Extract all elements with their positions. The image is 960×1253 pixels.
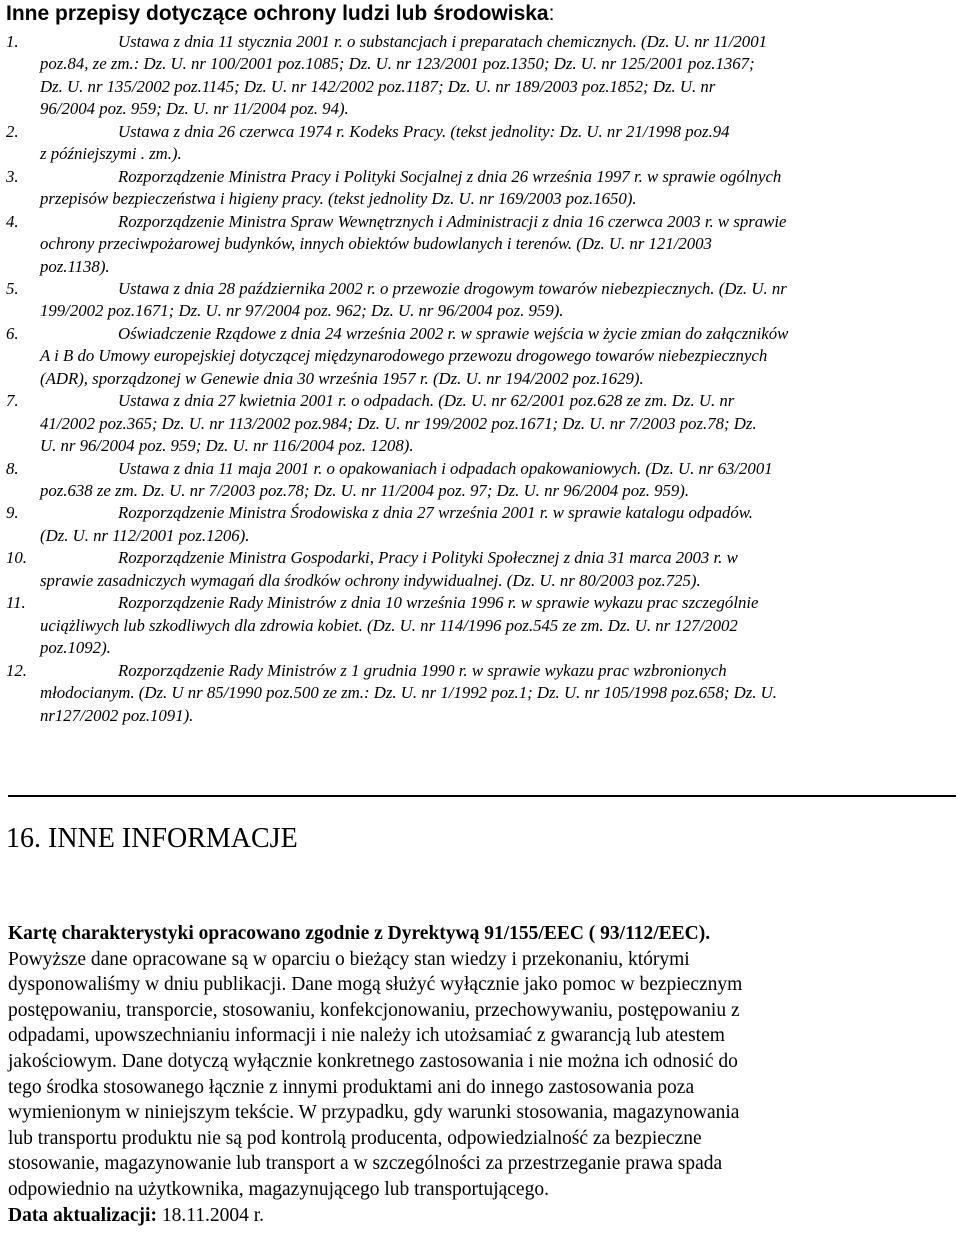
list-item-number: 6. bbox=[6, 323, 19, 343]
paragraph-line: jakościowym. Dane dotyczą wyłącznie konkretnego zastosowania i nie można ich odnosić do bbox=[8, 1051, 738, 1072]
regulations-heading bbox=[6, 2, 956, 26]
list-item-text: 41/2002 poz.365; Dz. U. nr 113/2002 poz.984; Dz. U. nr 199/2002 poz.1671; Dz. U. nr 7/2003 poz.78; Dz. bbox=[40, 413, 757, 433]
paragraph-line: odpowiednio na użytkownika, magazynującego lub transportującego. bbox=[8, 1179, 549, 1200]
list-item-text: 199/2002 poz.1671; Dz. U. nr 97/2004 poz. 962; Dz. U. nr 96/2004 poz. 959). bbox=[40, 301, 564, 321]
list-item-text: Oświadczenie Rządowe z dnia 24 września 2002 r. w sprawie wejścia w życie zmian do załączników bbox=[118, 323, 789, 343]
paragraph-line: wymienionym w niniejszym tekście. W przypadku, gdy warunki stosowania, magazynowania bbox=[8, 1102, 740, 1124]
list-item-text: poz.638 ze zm. Dz. U. nr 7/2003 poz.78; Dz. U. nr 11/2004 poz. 97; Dz. U. nr 96/2004 poz. 959). bbox=[40, 481, 690, 500]
list-item-text: nr127/2002 poz.1091). bbox=[40, 705, 194, 725]
directive-statement: Kartę charakterystyki opracowano zgodnie z Dyrektywą 91/155/EEC ( 93/112/EEC). bbox=[8, 923, 711, 944]
list-item-text: Rozporządzenie Ministra Spraw Wewnętrznych i Administracji z dnia 16 czerwca 2003 r. w sprawie bbox=[118, 211, 787, 231]
list-item-number: 12. bbox=[6, 660, 27, 680]
list-item-number: 7. bbox=[6, 391, 19, 411]
list-item-text: Rozporządzenie Ministra Pracy i Polityki Socjalnej z dnia 26 września 1997 r. w sprawie ogólnych bbox=[118, 166, 782, 186]
list-item-text: Ustawa z dnia 26 czerwca 1974 r. Kodeks Pracy. (tekst jednolity: Dz. U. nr 21/1998 poz.94 bbox=[118, 121, 730, 141]
list-item-number: 2. bbox=[6, 121, 19, 141]
list-item-number: 10. bbox=[6, 548, 27, 568]
list-item-text: Rozporządzenie Rady Ministrów z 1 grudnia 1990 r. w sprawie wykazu prac wzbronionych bbox=[118, 660, 727, 680]
list-item-number: 4. bbox=[6, 211, 19, 231]
list-item-text: Dz. U. nr 135/2002 poz.1145; Dz. U. nr 142/2002 poz.1187; Dz. U. nr 189/2003 poz.1852; Dz. U. nr bbox=[40, 76, 716, 96]
paragraph-line: stosowanie, magazynowanie lub transport a w szczególności za przestrzeganie prawa spada bbox=[8, 1153, 723, 1175]
section-divider bbox=[8, 795, 956, 797]
paragraph-line: tego środka stosowanego łącznie z innymi produktami ani do innego zastosowania poza bbox=[8, 1076, 695, 1098]
regulations-heading-colon: : bbox=[548, 2, 555, 25]
section-title: 16. INNE INFORMACJE bbox=[6, 823, 298, 854]
list-item-text: (ADR), sporządzonej w Genewie dnia 30 września 1957 r. (Dz. U. nr 194/2002 poz.1629). bbox=[40, 368, 644, 388]
update-date-line bbox=[8, 1203, 264, 1229]
list-item-text: Rozporządzenie Rady Ministrów z dnia 10 września 1996 r. w sprawie wykazu prac szczególnie bbox=[118, 593, 759, 613]
list-item-number: 5. bbox=[6, 278, 19, 298]
list-item-text: młodocianym. (Dz. U nr 85/1990 poz.500 ze zm.: Dz. U. nr 1/1992 poz.1; Dz. U. nr 105/1998 poz.658; Dz. U. bbox=[40, 683, 777, 703]
list-item-number: 3. bbox=[6, 166, 19, 186]
list-item-text: Rozporządzenie Ministra Środowiska z dnia 27 września 2001 r. w sprawie katalogu odpadów. bbox=[118, 503, 753, 523]
list-item-text: Ustawa z dnia 11 maja 2001 r. o opakowaniach i odpadach opakowaniowych. (Dz. U. nr 63/2001 bbox=[118, 458, 773, 478]
paragraph-line: dysponowaliśmy w dniu publikacji. Dane mogą służyć wyłącznie jako pomoc w bezpiecznym bbox=[8, 974, 743, 996]
list-item-text: z późniejszymi . zm.). bbox=[40, 144, 182, 164]
list-item-text: poz.84, ze zm.: Dz. U. nr 100/2001 poz.1085; Dz. U. nr 123/2001 poz.1350; Dz. U. nr 125/2001 poz.1367; bbox=[40, 54, 755, 74]
list-item-text: przepisów bezpieczeństwa i higieny pracy. (tekst jednolity Dz. U. nr 169/2003 poz.1650). bbox=[40, 189, 637, 209]
list-item-text: uciążliwych lub szkodliwych dla zdrowia kobiet. (Dz. U. nr 114/1996 poz.545 ze zm. Dz. U. nr 127/2002 bbox=[40, 615, 738, 635]
paragraph-line: postępowaniu, transporcie, stosowaniu, konfekcjonowaniu, przechowywaniu, postępowaniu z bbox=[8, 999, 740, 1021]
paragraph-line: lub transportu produktu nie są pod kontrolą producenta, odpowiedzialność za bezpieczne bbox=[8, 1127, 702, 1149]
update-date-value: 18.11.2004 r. bbox=[161, 1204, 265, 1226]
list-item-number: 8. bbox=[6, 458, 19, 478]
list-item-text: (Dz. U. nr 112/2001 poz.1206). bbox=[40, 525, 250, 545]
list-item-text: A i B do Umowy europejskiej dotyczącej międzynarodowego przewozu drogowego towarów niebezpiecznych bbox=[40, 346, 768, 366]
paragraph-line: Powyższe dane opracowane są w oparciu o bieżący stan wiedzy i przekonaniu, którymi bbox=[8, 948, 690, 970]
list-item-text: Ustawa z dnia 11 stycznia 2001 r. o substancjach i preparatach chemicznych. (Dz. U. nr 11/2001 bbox=[118, 32, 767, 51]
list-item-text: Ustawa z dnia 28 października 2002 r. o przewozie drogowym towarów niebezpiecznych. (Dz. U. nr bbox=[118, 278, 787, 298]
list-item-text: poz.1092). bbox=[40, 638, 111, 658]
list-item-text: 96/2004 poz. 959; Dz. U. nr 11/2004 poz. 94). bbox=[40, 99, 349, 119]
list-item-text: sprawie zasadniczych wymagań dla środków ochrony indywidualnej. (Dz. U. nr 80/2003 poz.725). bbox=[40, 570, 701, 590]
list-item-text: U. nr 96/2004 poz. 959; Dz. U. nr 116/2004 poz. 1208). bbox=[40, 436, 414, 456]
list-item-text: Ustawa z dnia 27 kwietnia 2001 r. o odpadach. (Dz. U. nr 62/2001 poz.628 ze zm. Dz. U. nr bbox=[118, 391, 735, 411]
list-item-number: 9. bbox=[6, 503, 19, 523]
list-item-number: 1. bbox=[6, 32, 19, 51]
list-item-text: Rozporządzenie Ministra Gospodarki, Pracy i Polityki Społecznej z dnia 31 marca 2003 r. w bbox=[118, 548, 738, 568]
regulations-heading-text: Inne przepisy dotyczące ochrony ludzi lub środowiska bbox=[6, 2, 549, 25]
list-item-text: poz.1138). bbox=[40, 256, 110, 276]
update-date-label: Data aktualizacji: bbox=[8, 1204, 157, 1226]
list-item-number: 11. bbox=[6, 593, 26, 613]
list-item-text: ochrony przeciwpożarowej budynków, innych obiektów budowlanych i terenów. (Dz. U. nr 121/2003 bbox=[40, 234, 712, 254]
paragraph-line: odpadami, upowszechnianiu informacji i nie należy ich utożsamiać z gwarancją lub atestem bbox=[8, 1025, 725, 1047]
